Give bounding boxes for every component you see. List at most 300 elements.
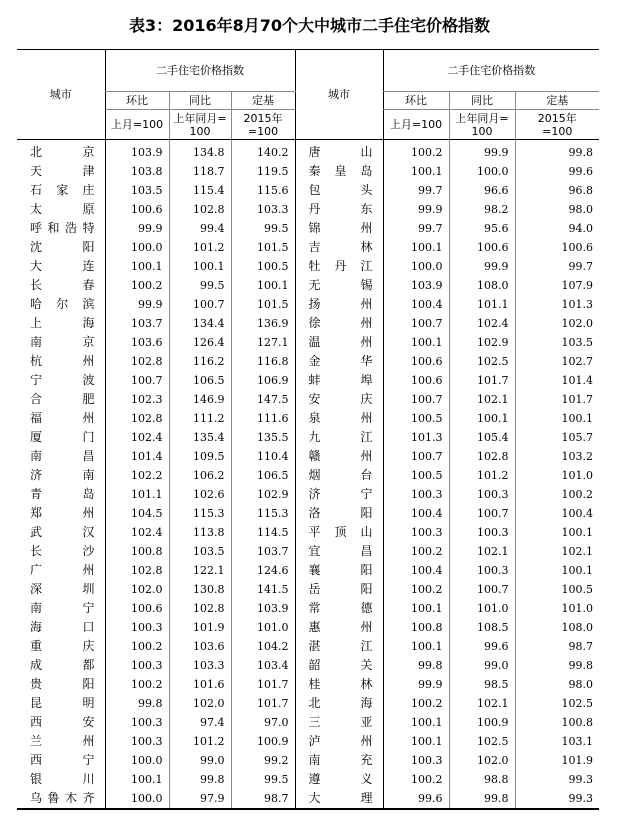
- mom-value-right: 100.2: [383, 140, 449, 163]
- city-cell-left: [17, 675, 105, 694]
- mom-value-left: 102.4: [105, 428, 169, 447]
- city-cell-right: [295, 713, 383, 732]
- mom-value-left: 104.5: [105, 504, 169, 523]
- yoy-value-right: 102.0: [449, 751, 515, 770]
- mom-value-right: 100.1: [383, 713, 449, 732]
- city-name: 大连: [30, 259, 95, 273]
- header-sub-mom-right: 上月=100: [383, 110, 449, 140]
- yoy-value-right: 102.1: [449, 694, 515, 713]
- city-name: 合肥: [30, 392, 95, 406]
- table-row: [17, 732, 599, 751]
- city-name: 太原: [30, 202, 95, 216]
- city-cell-left: [17, 789, 105, 809]
- table-row: [17, 789, 599, 809]
- city-name: 大理: [308, 791, 373, 805]
- base-value-left: 147.5: [231, 390, 295, 409]
- yoy-value-right: 96.6: [449, 181, 515, 200]
- city-name: 天津: [30, 164, 95, 178]
- header-sub-base-left: [231, 110, 295, 140]
- city-name: 韶关: [308, 658, 373, 672]
- mom-value-left: 100.0: [105, 751, 169, 770]
- city-name: 贵阳: [30, 677, 95, 691]
- table-row: [17, 219, 599, 238]
- base-value-left: 102.9: [231, 485, 295, 504]
- yoy-value-right: 98.5: [449, 675, 515, 694]
- mom-value-right: 100.3: [383, 485, 449, 504]
- mom-value-left: 100.7: [105, 371, 169, 390]
- mom-value-right: 100.7: [383, 314, 449, 333]
- city-name: 泉州: [308, 411, 373, 425]
- city-name: 济南: [30, 468, 95, 482]
- header-sub-base-line1: 2015年: [537, 111, 577, 125]
- city-name: 吉林: [308, 240, 373, 254]
- city-cell-left: [17, 428, 105, 447]
- city-cell-left: [17, 371, 105, 390]
- city-cell-left: [17, 140, 105, 163]
- mom-value-right: 99.7: [383, 181, 449, 200]
- yoy-value-right: 102.5: [449, 352, 515, 371]
- city-name: 福州: [30, 411, 95, 425]
- mom-value-left: 102.4: [105, 523, 169, 542]
- base-value-right: 101.9: [515, 751, 599, 770]
- city-name: 济宁: [308, 487, 373, 501]
- yoy-value-left: 122.1: [169, 561, 231, 580]
- mom-value-right: 100.7: [383, 390, 449, 409]
- mom-value-right: 100.3: [383, 751, 449, 770]
- city-name: 岳阳: [308, 582, 373, 596]
- mom-value-left: 100.8: [105, 542, 169, 561]
- base-value-left: 98.7: [231, 789, 295, 809]
- table-row: [17, 333, 599, 352]
- table-row: [17, 276, 599, 295]
- mom-value-right: 100.1: [383, 599, 449, 618]
- yoy-value-right: 102.8: [449, 447, 515, 466]
- mom-value-right: 100.1: [383, 732, 449, 751]
- base-value-left: 119.5: [231, 162, 295, 181]
- table-row: [17, 466, 599, 485]
- city-name: 桂林: [308, 677, 373, 691]
- city-cell-left: [17, 504, 105, 523]
- base-value-right: 103.2: [515, 447, 599, 466]
- city-name: 沈阳: [30, 240, 95, 254]
- mom-value-right: 100.1: [383, 238, 449, 257]
- city-cell-right: [295, 219, 383, 238]
- mom-value-left: 100.3: [105, 656, 169, 675]
- header-group-right: 二手住宅价格指数: [383, 50, 599, 92]
- base-value-left: 140.2: [231, 140, 295, 163]
- city-cell-left: [17, 162, 105, 181]
- mom-value-right: 99.8: [383, 656, 449, 675]
- table-row: [17, 656, 599, 675]
- city-name: 徐州: [308, 316, 373, 330]
- header-sub-yoy-line2: 100: [471, 124, 493, 138]
- yoy-value-right: 101.2: [449, 466, 515, 485]
- yoy-value-left: 101.6: [169, 675, 231, 694]
- header-city-left: 城市: [17, 50, 105, 140]
- table-row: [17, 200, 599, 219]
- city-name: 北海: [308, 696, 373, 710]
- city-cell-right: [295, 181, 383, 200]
- city-name: 厦门: [30, 430, 95, 444]
- mom-value-right: 100.4: [383, 561, 449, 580]
- yoy-value-right: 102.4: [449, 314, 515, 333]
- yoy-value-left: 103.3: [169, 656, 231, 675]
- mom-value-right: 99.9: [383, 200, 449, 219]
- city-cell-left: [17, 295, 105, 314]
- city-cell-left: [17, 770, 105, 789]
- city-name: 杭州: [30, 354, 95, 368]
- city-cell-left: [17, 637, 105, 656]
- city-cell-left: [17, 352, 105, 371]
- yoy-value-left: 102.6: [169, 485, 231, 504]
- city-name: 惠州: [308, 620, 373, 634]
- yoy-value-left: 130.8: [169, 580, 231, 599]
- yoy-value-left: 146.9: [169, 390, 231, 409]
- mom-value-left: 102.0: [105, 580, 169, 599]
- city-name: 武汉: [30, 525, 95, 539]
- mom-value-left: 100.6: [105, 599, 169, 618]
- yoy-value-right: 102.5: [449, 732, 515, 751]
- base-value-left: 103.9: [231, 599, 295, 618]
- base-value-left: 101.0: [231, 618, 295, 637]
- city-cell-left: [17, 485, 105, 504]
- base-value-left: 135.5: [231, 428, 295, 447]
- city-cell-right: [295, 770, 383, 789]
- city-cell-right: [295, 637, 383, 656]
- city-name: 平顶山: [308, 525, 373, 539]
- mom-value-right: 100.0: [383, 257, 449, 276]
- city-cell-left: [17, 390, 105, 409]
- mom-value-left: 103.7: [105, 314, 169, 333]
- yoy-value-right: 100.3: [449, 523, 515, 542]
- table-row: [17, 561, 599, 580]
- yoy-value-left: 102.8: [169, 200, 231, 219]
- city-cell-right: [295, 371, 383, 390]
- header-sub-yoy-right: [449, 110, 515, 140]
- mom-value-left: 100.2: [105, 276, 169, 295]
- city-name: 九江: [308, 430, 373, 444]
- mom-value-right: 103.9: [383, 276, 449, 295]
- city-name: 包头: [308, 183, 373, 197]
- base-value-right: 101.0: [515, 599, 599, 618]
- city-cell-left: [17, 238, 105, 257]
- yoy-value-left: 115.4: [169, 181, 231, 200]
- yoy-value-right: 100.9: [449, 713, 515, 732]
- base-value-right: 100.4: [515, 504, 599, 523]
- yoy-value-right: 102.1: [449, 390, 515, 409]
- mom-value-right: 100.1: [383, 162, 449, 181]
- city-name: 深圳: [30, 582, 95, 596]
- city-cell-right: [295, 561, 383, 580]
- yoy-value-left: 116.2: [169, 352, 231, 371]
- yoy-value-left: 100.1: [169, 257, 231, 276]
- yoy-value-right: 95.6: [449, 219, 515, 238]
- mom-value-right: 100.1: [383, 637, 449, 656]
- city-cell-right: [295, 314, 383, 333]
- mom-value-left: 102.2: [105, 466, 169, 485]
- yoy-value-right: 100.1: [449, 409, 515, 428]
- mom-value-left: 100.1: [105, 770, 169, 789]
- city-name: 丹东: [308, 202, 373, 216]
- mom-value-right: 100.6: [383, 352, 449, 371]
- city-name: 西宁: [30, 753, 95, 767]
- header-sub-yoy-line1: 上年同月=: [173, 111, 227, 125]
- header-sub-base-right: [515, 110, 599, 140]
- city-cell-right: [295, 238, 383, 257]
- table-body: [17, 140, 599, 810]
- yoy-value-left: 97.4: [169, 713, 231, 732]
- yoy-value-left: 135.4: [169, 428, 231, 447]
- header-sub-yoy-line2: 100: [189, 124, 211, 138]
- city-cell-left: [17, 466, 105, 485]
- mom-value-left: 99.9: [105, 219, 169, 238]
- yoy-value-right: 98.8: [449, 770, 515, 789]
- table-row: [17, 371, 599, 390]
- city-cell-right: [295, 447, 383, 466]
- base-value-left: 110.4: [231, 447, 295, 466]
- city-cell-right: [295, 656, 383, 675]
- base-value-right: 99.3: [515, 770, 599, 789]
- city-cell-right: [295, 276, 383, 295]
- table-row: [17, 257, 599, 276]
- city-cell-right: [295, 675, 383, 694]
- header-sub-yoy-left: [169, 110, 231, 140]
- base-value-left: 115.3: [231, 504, 295, 523]
- base-value-left: 115.6: [231, 181, 295, 200]
- mom-value-left: 99.8: [105, 694, 169, 713]
- city-cell-right: [295, 580, 383, 599]
- city-name: 南充: [308, 753, 373, 767]
- city-cell-right: [295, 694, 383, 713]
- yoy-value-left: 103.5: [169, 542, 231, 561]
- yoy-value-right: 102.1: [449, 542, 515, 561]
- base-value-left: 101.7: [231, 675, 295, 694]
- yoy-value-left: 106.5: [169, 371, 231, 390]
- table-row: [17, 751, 599, 770]
- yoy-value-left: 101.2: [169, 238, 231, 257]
- city-name: 宜昌: [308, 544, 373, 558]
- yoy-value-left: 99.4: [169, 219, 231, 238]
- mom-value-right: 100.8: [383, 618, 449, 637]
- base-value-right: 98.0: [515, 200, 599, 219]
- city-cell-left: [17, 447, 105, 466]
- base-value-right: 102.0: [515, 314, 599, 333]
- header-group-left: 二手住宅价格指数: [105, 50, 295, 92]
- mom-value-right: 99.6: [383, 789, 449, 809]
- table-row: [17, 314, 599, 333]
- yoy-value-left: 102.0: [169, 694, 231, 713]
- table-row: [17, 770, 599, 789]
- city-cell-left: [17, 732, 105, 751]
- base-value-left: 136.9: [231, 314, 295, 333]
- table-row: [17, 580, 599, 599]
- mom-value-left: 100.3: [105, 732, 169, 751]
- yoy-value-left: 100.7: [169, 295, 231, 314]
- city-name: 唐山: [308, 145, 373, 159]
- mom-value-right: 100.5: [383, 409, 449, 428]
- mom-value-left: 101.1: [105, 485, 169, 504]
- base-value-left: 106.5: [231, 466, 295, 485]
- city-cell-left: [17, 542, 105, 561]
- base-value-left: 101.5: [231, 295, 295, 314]
- city-name: 西安: [30, 715, 95, 729]
- city-name: 遵义: [308, 772, 373, 786]
- base-value-right: 94.0: [515, 219, 599, 238]
- header-sub-yoy-line1: 上年同月=: [455, 111, 509, 125]
- city-name: 洛阳: [308, 506, 373, 520]
- city-name: 长沙: [30, 544, 95, 558]
- city-name: 青岛: [30, 487, 95, 501]
- base-value-left: 104.2: [231, 637, 295, 656]
- yoy-value-right: 100.6: [449, 238, 515, 257]
- yoy-value-right: 101.7: [449, 371, 515, 390]
- table-row: [17, 485, 599, 504]
- yoy-value-left: 103.6: [169, 637, 231, 656]
- city-name: 海口: [30, 620, 95, 634]
- yoy-value-right: 101.0: [449, 599, 515, 618]
- city-name: 温州: [308, 335, 373, 349]
- table-title: 表3：2016年8月70个大中城市二手住宅价格指数: [128, 16, 491, 35]
- city-name: 锦州: [308, 221, 373, 235]
- base-value-right: 99.8: [515, 140, 599, 163]
- city-cell-left: [17, 656, 105, 675]
- base-value-left: 127.1: [231, 333, 295, 352]
- base-value-right: 96.8: [515, 181, 599, 200]
- city-cell-right: [295, 333, 383, 352]
- header-sub-base-line2: =100: [542, 124, 573, 138]
- city-cell-right: [295, 751, 383, 770]
- base-value-right: 102.1: [515, 542, 599, 561]
- base-value-right: 98.0: [515, 675, 599, 694]
- city-name: 宁波: [30, 373, 95, 387]
- city-cell-right: [295, 390, 383, 409]
- mom-value-right: 100.1: [383, 333, 449, 352]
- mom-value-left: 103.6: [105, 333, 169, 352]
- yoy-value-right: 108.5: [449, 618, 515, 637]
- city-cell-right: [295, 352, 383, 371]
- table-row: [17, 238, 599, 257]
- mom-value-right: 100.2: [383, 770, 449, 789]
- city-name: 乌鲁木齐: [30, 791, 95, 805]
- city-cell-right: [295, 140, 383, 163]
- city-cell-left: [17, 219, 105, 238]
- city-cell-left: [17, 314, 105, 333]
- base-value-left: 101.7: [231, 694, 295, 713]
- base-value-right: 103.5: [515, 333, 599, 352]
- base-value-left: 100.5: [231, 257, 295, 276]
- base-value-right: 99.7: [515, 257, 599, 276]
- base-value-left: 103.3: [231, 200, 295, 219]
- base-value-right: 100.1: [515, 409, 599, 428]
- mom-value-left: 102.8: [105, 409, 169, 428]
- city-name: 湛江: [308, 639, 373, 653]
- base-value-left: 106.9: [231, 371, 295, 390]
- city-name: 昆明: [30, 696, 95, 710]
- city-cell-right: [295, 257, 383, 276]
- city-name: 重庆: [30, 639, 95, 653]
- city-name: 南昌: [30, 449, 95, 463]
- base-value-right: 100.1: [515, 523, 599, 542]
- yoy-value-right: 98.2: [449, 200, 515, 219]
- city-cell-left: [17, 523, 105, 542]
- city-cell-right: [295, 200, 383, 219]
- city-name: 兰州: [30, 734, 95, 748]
- mom-value-right: 101.3: [383, 428, 449, 447]
- table-row: [17, 713, 599, 732]
- base-value-left: 114.5: [231, 523, 295, 542]
- table-row: [17, 675, 599, 694]
- mom-value-left: 102.8: [105, 352, 169, 371]
- city-name: 牡丹江: [308, 259, 373, 273]
- table-row: [17, 694, 599, 713]
- city-name: 广州: [30, 563, 95, 577]
- yoy-value-left: 134.4: [169, 314, 231, 333]
- table-row: [17, 637, 599, 656]
- city-name: 银川: [30, 772, 95, 786]
- yoy-value-left: 113.8: [169, 523, 231, 542]
- mom-value-right: 100.7: [383, 447, 449, 466]
- city-cell-left: [17, 694, 105, 713]
- base-value-left: 97.0: [231, 713, 295, 732]
- city-cell-right: [295, 542, 383, 561]
- base-value-left: 101.5: [231, 238, 295, 257]
- base-value-left: 99.5: [231, 770, 295, 789]
- base-value-left: 99.5: [231, 219, 295, 238]
- table-row: [17, 181, 599, 200]
- city-name: 扬州: [308, 297, 373, 311]
- yoy-value-right: 99.9: [449, 140, 515, 163]
- yoy-value-right: 105.4: [449, 428, 515, 447]
- base-value-right: 99.3: [515, 789, 599, 809]
- city-name: 烟台: [308, 468, 373, 482]
- base-value-left: 141.5: [231, 580, 295, 599]
- base-value-right: 100.1: [515, 561, 599, 580]
- table-row: [17, 504, 599, 523]
- base-value-right: 99.6: [515, 162, 599, 181]
- city-cell-right: [295, 523, 383, 542]
- city-name: 呼和浩特: [30, 221, 95, 235]
- city-name: 长春: [30, 278, 95, 292]
- mom-value-right: 100.3: [383, 523, 449, 542]
- city-name: 襄阳: [308, 563, 373, 577]
- yoy-value-right: 101.1: [449, 295, 515, 314]
- table-header: [17, 50, 599, 140]
- yoy-value-left: 99.8: [169, 770, 231, 789]
- mom-value-right: 100.4: [383, 295, 449, 314]
- city-cell-right: [295, 295, 383, 314]
- city-name: 蚌埠: [308, 373, 373, 387]
- city-cell-left: [17, 618, 105, 637]
- mom-value-right: 100.5: [383, 466, 449, 485]
- mom-value-right: 100.2: [383, 580, 449, 599]
- mom-value-left: 100.3: [105, 713, 169, 732]
- header-yoy-right: 同比: [449, 92, 515, 110]
- header-base-left: 定基: [231, 92, 295, 110]
- city-cell-left: [17, 276, 105, 295]
- yoy-value-left: 99.0: [169, 751, 231, 770]
- city-cell-left: [17, 713, 105, 732]
- table-row: [17, 390, 599, 409]
- mom-value-left: 100.3: [105, 618, 169, 637]
- base-value-right: 101.7: [515, 390, 599, 409]
- yoy-value-left: 99.5: [169, 276, 231, 295]
- city-cell-left: [17, 200, 105, 219]
- yoy-value-right: 100.7: [449, 580, 515, 599]
- base-value-right: 100.2: [515, 485, 599, 504]
- city-name: 秦皇岛: [308, 164, 373, 178]
- city-cell-right: [295, 428, 383, 447]
- city-name: 北京: [30, 145, 95, 159]
